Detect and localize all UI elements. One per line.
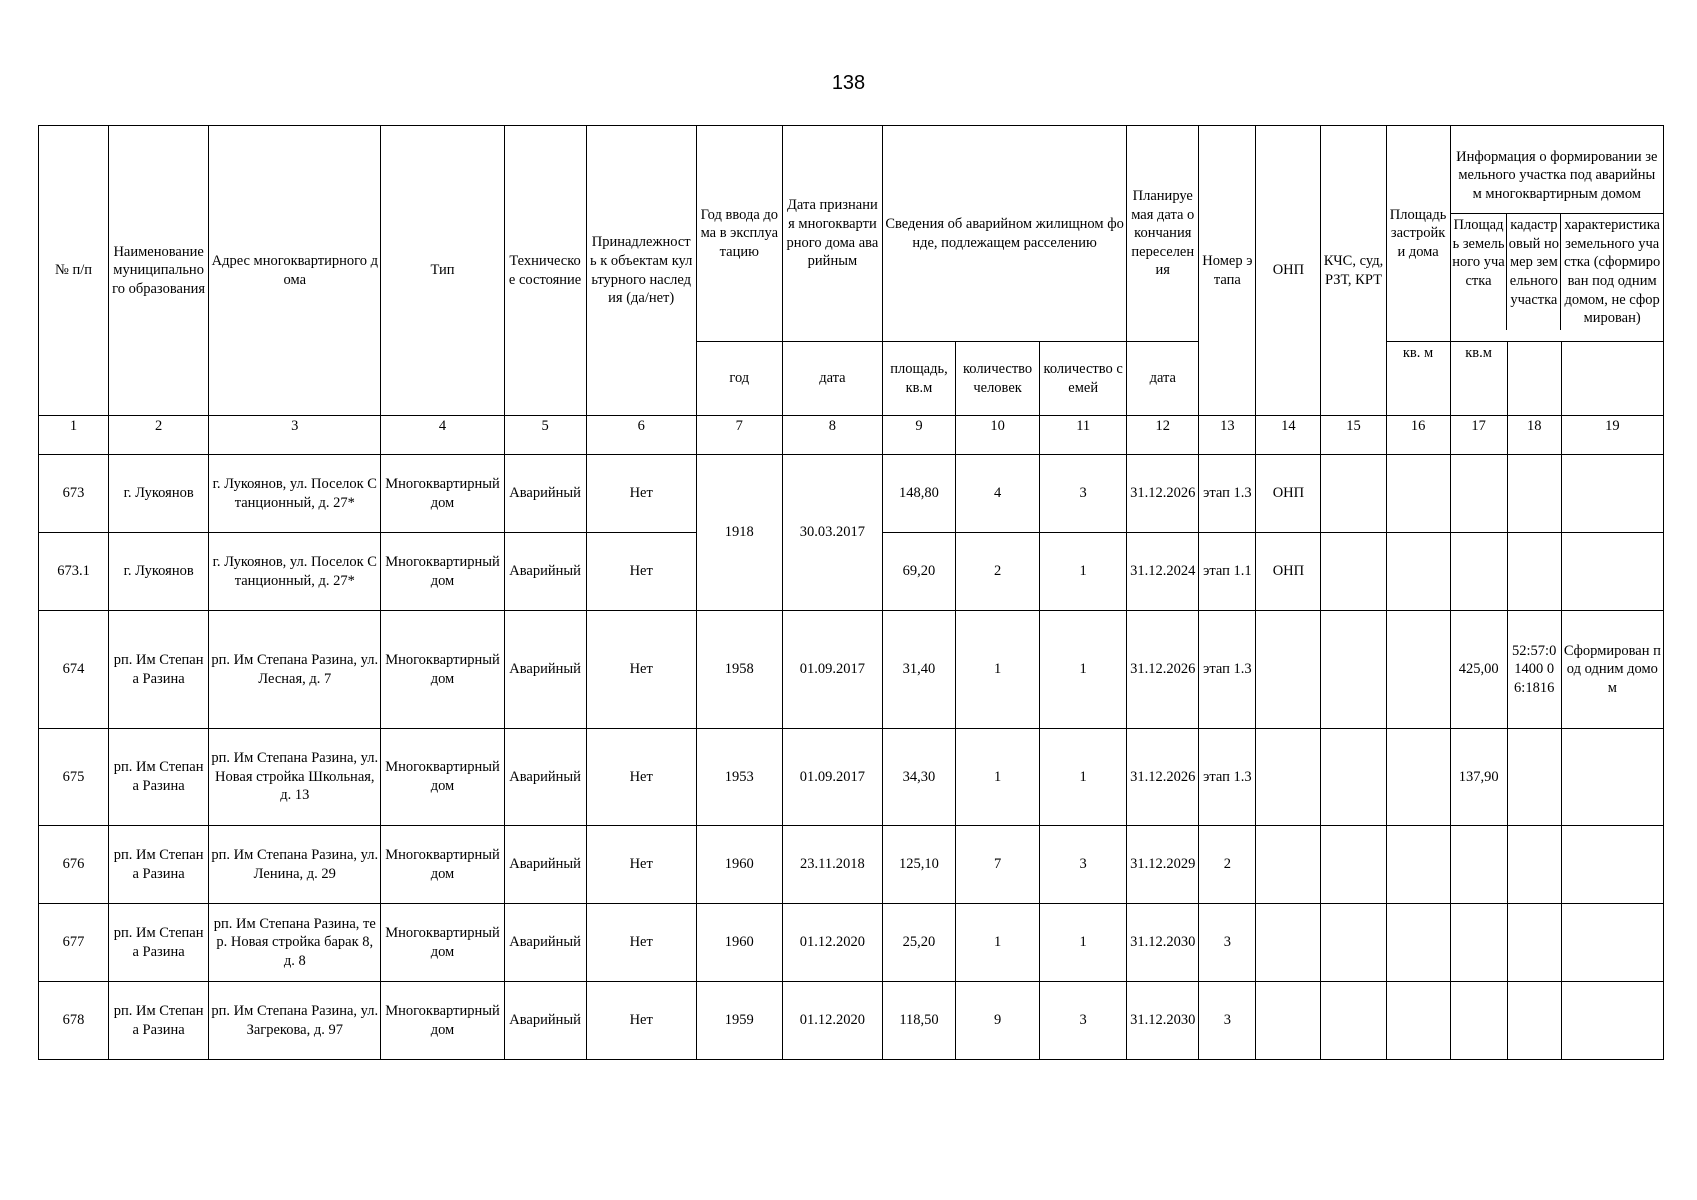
build-area-cell xyxy=(1386,455,1450,533)
type-cell: Многоквартирный дом xyxy=(381,982,504,1060)
municipality-cell: г. Лукоянов xyxy=(109,533,209,611)
year-cell: 1960 xyxy=(696,826,782,904)
header-land-area-unit: кв.м xyxy=(1450,342,1507,416)
date-cell: 01.12.2020 xyxy=(782,904,882,982)
families-cell: 3 xyxy=(1040,455,1127,533)
land-char-cell xyxy=(1561,826,1663,904)
date-cell: 30.03.2017 xyxy=(782,455,882,611)
cadastre-cell: 52:57:01400 06:1816 xyxy=(1507,611,1561,729)
address-cell: рп. Им Степана Разина, ул. Загрекова, д. 97 xyxy=(209,982,381,1060)
municipality-cell: рп. Им Степана Разина xyxy=(109,729,209,826)
stage-cell: 2 xyxy=(1199,826,1256,904)
emergency-housing-table xyxy=(38,125,1664,1060)
land-area-cell xyxy=(1450,982,1507,1060)
table-row xyxy=(39,455,1664,533)
heritage-cell: Нет xyxy=(586,611,696,729)
header-land-char: характеристика земельного участка (сформирован под одним домом, не сформирован) xyxy=(1564,217,1661,327)
land-char-cell xyxy=(1561,904,1663,982)
stage-cell: этап 1.3 xyxy=(1199,611,1256,729)
planned-date-cell: 31.12.2026 xyxy=(1127,455,1199,533)
address-cell: г. Лукоянов, ул. Поселок Станционный, д. 27* xyxy=(209,455,381,533)
build-area-cell xyxy=(1386,826,1450,904)
families-cell: 1 xyxy=(1040,533,1127,611)
table-row xyxy=(39,611,1664,729)
state-cell: Аварийный xyxy=(504,455,586,533)
column-number: 2 xyxy=(109,416,209,455)
people-cell: 1 xyxy=(956,611,1040,729)
header-group-land xyxy=(1450,126,1663,342)
date-cell: 01.09.2017 xyxy=(782,729,882,826)
area-cell: 31,40 xyxy=(882,611,955,729)
column-number: 5 xyxy=(504,416,586,455)
header-group-housing: Сведения об аварийном жилищном фонде, подлежащем расселению xyxy=(882,126,1126,342)
municipality-cell: рп. Им Степана Разина xyxy=(109,904,209,982)
header-address: Адрес многоквартирного дома xyxy=(209,126,381,416)
people-cell: 4 xyxy=(956,455,1040,533)
column-number: 4 xyxy=(381,416,504,455)
row-number: 676 xyxy=(39,826,109,904)
header-planned-date: Планируемая дата окончания переселения xyxy=(1127,126,1199,342)
row-number: 674 xyxy=(39,611,109,729)
land-area-cell xyxy=(1450,826,1507,904)
header-num: № п/п xyxy=(39,126,109,416)
page-number: 138 xyxy=(831,72,866,94)
state-cell: Аварийный xyxy=(504,729,586,826)
area-cell: 148,80 xyxy=(882,455,955,533)
families-cell: 1 xyxy=(1040,611,1127,729)
families-cell: 1 xyxy=(1040,904,1127,982)
column-number: 19 xyxy=(1561,416,1663,455)
year-cell: 1918 xyxy=(696,455,782,611)
header-people: количество человек xyxy=(956,342,1040,416)
address-cell: рп. Им Степана Разина, ул. Ленина, д. 29 xyxy=(209,826,381,904)
table-header xyxy=(39,126,1664,455)
build-area-cell xyxy=(1386,533,1450,611)
year-cell: 1960 xyxy=(696,904,782,982)
heritage-cell: Нет xyxy=(586,826,696,904)
kchs-cell xyxy=(1321,611,1386,729)
year-cell: 1959 xyxy=(696,982,782,1060)
families-cell: 3 xyxy=(1040,826,1127,904)
planned-date-cell: 31.12.2026 xyxy=(1127,729,1199,826)
header-year-sub: год xyxy=(696,342,782,416)
kchs-cell xyxy=(1321,904,1386,982)
column-number: 13 xyxy=(1199,416,1256,455)
header-land-info: Информация о формировании земельного участка под аварийным многоквартирным домом xyxy=(1451,137,1663,214)
header-area: площадь, кв.м xyxy=(882,342,955,416)
kchs-cell xyxy=(1321,533,1386,611)
address-cell: рп. Им Степана Разина, ул. Новая стройка Школьная, д. 13 xyxy=(209,729,381,826)
land-area-cell xyxy=(1450,455,1507,533)
column-number: 6 xyxy=(586,416,696,455)
land-area-cell xyxy=(1450,904,1507,982)
state-cell: Аварийный xyxy=(504,904,586,982)
area-cell: 118,50 xyxy=(882,982,955,1060)
column-number: 14 xyxy=(1256,416,1321,455)
header-families: количество семей xyxy=(1040,342,1127,416)
date-cell: 23.11.2018 xyxy=(782,826,882,904)
area-cell: 25,20 xyxy=(882,904,955,982)
land-char-cell xyxy=(1561,729,1663,826)
cadastre-cell xyxy=(1507,533,1561,611)
people-cell: 1 xyxy=(956,904,1040,982)
header-cadastre: кадастровый номер земельного участка xyxy=(1507,214,1561,329)
column-number: 16 xyxy=(1386,416,1450,455)
type-cell: Многоквартирный дом xyxy=(381,904,504,982)
people-cell: 7 xyxy=(956,826,1040,904)
onp-cell xyxy=(1256,982,1321,1060)
build-area-cell xyxy=(1386,729,1450,826)
column-number: 15 xyxy=(1321,416,1386,455)
header-municipality: Наименование муниципального образования xyxy=(109,126,209,416)
land-char-cell xyxy=(1561,982,1663,1060)
address-cell: рп. Им Степана Разина, тер. Новая стройка барак 8, д. 8 xyxy=(209,904,381,982)
column-number: 7 xyxy=(696,416,782,455)
row-number: 675 xyxy=(39,729,109,826)
header-build-area: Площадь застройки дома xyxy=(1386,126,1450,342)
kchs-cell xyxy=(1321,826,1386,904)
stage-cell: 3 xyxy=(1199,982,1256,1060)
land-area-cell xyxy=(1450,533,1507,611)
stage-cell: этап 1.3 xyxy=(1199,455,1256,533)
header-heritage: Принадлежность к объектам культурного наследия (да/нет) xyxy=(586,126,696,416)
planned-date-cell: 31.12.2029 xyxy=(1127,826,1199,904)
kchs-cell xyxy=(1321,982,1386,1060)
build-area-cell xyxy=(1386,904,1450,982)
column-number: 1 xyxy=(39,416,109,455)
column-number: 18 xyxy=(1507,416,1561,455)
column-number: 10 xyxy=(956,416,1040,455)
table-row xyxy=(39,982,1664,1060)
cadastre-cell xyxy=(1507,729,1561,826)
land-char-cell xyxy=(1561,455,1663,533)
year-cell: 1958 xyxy=(696,611,782,729)
type-cell: Многоквартирный дом xyxy=(381,533,504,611)
row-number: 673.1 xyxy=(39,533,109,611)
header-tech-state: Техническое состояние xyxy=(504,126,586,416)
cadastre-cell xyxy=(1507,826,1561,904)
state-cell: Аварийный xyxy=(504,826,586,904)
heritage-cell: Нет xyxy=(586,904,696,982)
column-numbers-row xyxy=(39,416,1664,455)
table-body xyxy=(39,455,1664,1060)
municipality-cell: г. Лукоянов xyxy=(109,455,209,533)
stage-cell: 3 xyxy=(1199,904,1256,982)
planned-date-cell: 31.12.2024 xyxy=(1127,533,1199,611)
column-number: 8 xyxy=(782,416,882,455)
address-cell: г. Лукоянов, ул. Поселок Станционный, д. 27* xyxy=(209,533,381,611)
header-build-area-unit: кв. м xyxy=(1386,342,1450,416)
row-number: 678 xyxy=(39,982,109,1060)
people-cell: 2 xyxy=(956,533,1040,611)
cadastre-cell xyxy=(1507,455,1561,533)
year-cell: 1953 xyxy=(696,729,782,826)
type-cell: Многоквартирный дом xyxy=(381,729,504,826)
header-kchs: КЧС, суд, РЗТ, КРТ xyxy=(1321,126,1386,416)
onp-cell: ОНП xyxy=(1256,455,1321,533)
kchs-cell xyxy=(1321,729,1386,826)
planned-date-cell: 31.12.2030 xyxy=(1127,982,1199,1060)
area-cell: 69,20 xyxy=(882,533,955,611)
stage-cell: этап 1.1 xyxy=(1199,533,1256,611)
onp-cell: ОНП xyxy=(1256,533,1321,611)
families-cell: 1 xyxy=(1040,729,1127,826)
onp-cell xyxy=(1256,729,1321,826)
build-area-cell xyxy=(1386,611,1450,729)
header-planned-date-sub: дата xyxy=(1127,342,1199,416)
column-number: 17 xyxy=(1450,416,1507,455)
type-cell: Многоквартирный дом xyxy=(381,455,504,533)
heritage-cell: Нет xyxy=(586,533,696,611)
onp-cell xyxy=(1256,826,1321,904)
column-number: 12 xyxy=(1127,416,1199,455)
kchs-cell xyxy=(1321,455,1386,533)
stage-cell: этап 1.3 xyxy=(1199,729,1256,826)
planned-date-cell: 31.12.2030 xyxy=(1127,904,1199,982)
column-number: 11 xyxy=(1040,416,1127,455)
row-number: 673 xyxy=(39,455,109,533)
state-cell: Аварийный xyxy=(504,533,586,611)
header-cadastre-tail xyxy=(1507,342,1561,416)
header-date-sub: дата xyxy=(782,342,882,416)
address-cell: рп. Им Степана Разина, ул. Лесная, д. 7 xyxy=(209,611,381,729)
heritage-cell: Нет xyxy=(586,455,696,533)
families-cell: 3 xyxy=(1040,982,1127,1060)
people-cell: 1 xyxy=(956,729,1040,826)
cadastre-cell xyxy=(1507,904,1561,982)
table-row xyxy=(39,729,1664,826)
header-onp: ОНП xyxy=(1256,126,1321,416)
land-area-cell: 137,90 xyxy=(1450,729,1507,826)
date-cell: 01.09.2017 xyxy=(782,611,882,729)
header-recognition-date: Дата признания многоквартирного дома аварийным xyxy=(782,126,882,342)
row-number: 677 xyxy=(39,904,109,982)
build-area-cell xyxy=(1386,982,1450,1060)
onp-cell xyxy=(1256,611,1321,729)
land-char-cell xyxy=(1561,533,1663,611)
area-cell: 34,30 xyxy=(882,729,955,826)
land-area-cell: 425,00 xyxy=(1450,611,1507,729)
type-cell: Многоквартирный дом xyxy=(381,611,504,729)
state-cell: Аварийный xyxy=(504,982,586,1060)
date-cell: 01.12.2020 xyxy=(782,982,882,1060)
table-row xyxy=(39,904,1664,982)
header-type: Тип xyxy=(381,126,504,416)
header-stage: Номер этапа xyxy=(1199,126,1256,416)
municipality-cell: рп. Им Степана Разина xyxy=(109,826,209,904)
planned-date-cell: 31.12.2026 xyxy=(1127,611,1199,729)
table-row xyxy=(39,826,1664,904)
heritage-cell: Нет xyxy=(586,729,696,826)
municipality-cell: рп. Им Степана Разина xyxy=(109,611,209,729)
header-land-area: Площадь земельного участка xyxy=(1451,214,1508,329)
municipality-cell: рп. Им Степана Разина xyxy=(109,982,209,1060)
column-number: 3 xyxy=(209,416,381,455)
header-year: Год ввода дома в эксплуатацию xyxy=(696,126,782,342)
people-cell: 9 xyxy=(956,982,1040,1060)
area-cell: 125,10 xyxy=(882,826,955,904)
onp-cell xyxy=(1256,904,1321,982)
land-char-cell: Сформирован под одним домом xyxy=(1561,611,1663,729)
heritage-cell: Нет xyxy=(586,982,696,1060)
header-land-char-tail xyxy=(1561,342,1663,416)
column-number: 9 xyxy=(882,416,955,455)
type-cell: Многоквартирный дом xyxy=(381,826,504,904)
cadastre-cell xyxy=(1507,982,1561,1060)
state-cell: Аварийный xyxy=(504,611,586,729)
